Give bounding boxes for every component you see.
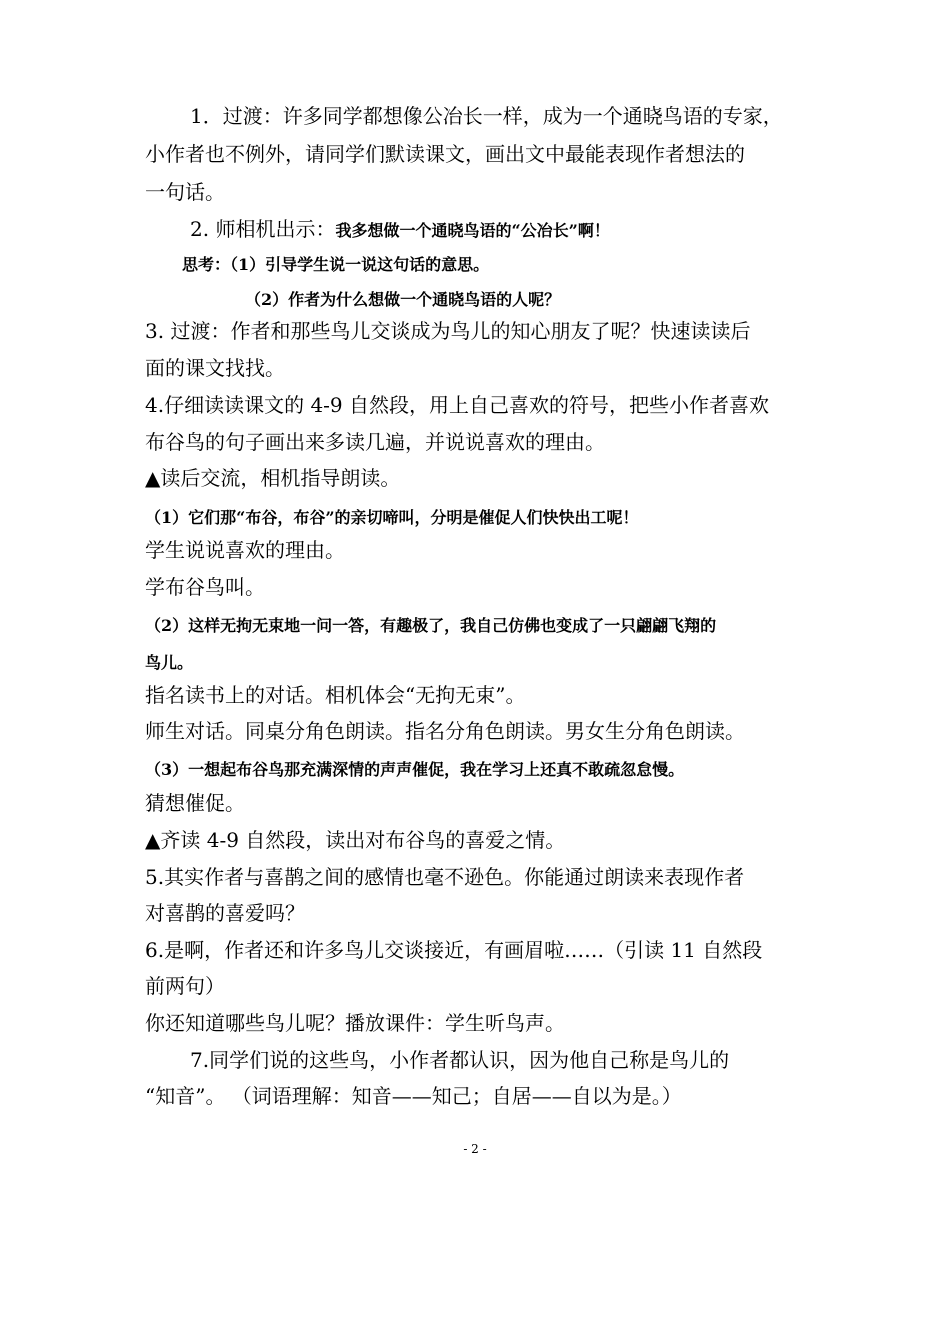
- para2-quote: 我多想做一个通晓鸟语的“公冶长”啊！: [335, 221, 610, 240]
- read-all-note: ▲齐读 4-9 自然段，读出对布谷鸟的喜爱之情。: [145, 828, 566, 852]
- exchange-note: ▲读后交流，相机指导朗读。: [145, 466, 401, 490]
- sentence1-note2: 学布谷鸟叫。: [145, 575, 265, 599]
- para1-line2: 小作者也不例外，请同学们默读课文，画出文中最能表现作者想法的: [145, 142, 745, 166]
- para3-line1: 3. 过渡：作者和那些鸟儿交谈成为鸟儿的知心朋友了呢？快速读读后: [145, 319, 751, 343]
- sentence1-quote: （1）它们那“布谷，布谷”的亲切啼叫，分明是催促人们快快出工呢！: [145, 508, 639, 527]
- page-number: - 2 -: [463, 1142, 487, 1156]
- para5-line1: 5.其实作者与喜鹊之间的感情也毫不逊色。你能通过朗读来表现作者: [145, 865, 745, 889]
- para4-line1: 4.仔细读读课文的 4-9 自然段，用上自己喜欢的符号，把些小作者喜欢: [145, 393, 770, 417]
- think-q1: 思考：（1）引导学生说一说这句话的意思。: [182, 255, 490, 274]
- sentence2-note1: 指名读书上的对话。相机体会“无拘无束”。: [145, 683, 526, 707]
- sentence1-note1: 学生说说喜欢的理由。: [145, 538, 345, 562]
- think-q2: （2）作者为什么想做一个通晓鸟语的人呢？: [245, 290, 561, 309]
- para2: [190, 216, 610, 244]
- sentence2-quote-line1: （2）这样无拘无束地一问一答，有趣极了，我自己仿佛也变成了一只翩翩飞翔的: [145, 616, 717, 635]
- para3-line2: 面的课文找找。: [145, 356, 285, 380]
- para6-line3: 你还知道哪些鸟儿呢？播放课件：学生听鸟声。: [145, 1011, 565, 1035]
- para6-line2: 前两句）: [145, 974, 225, 998]
- sentence3-quote: （3）一想起布谷鸟那充满深情的声声催促，我在学习上还真不敢疏忽怠慢。: [145, 760, 685, 779]
- para4-line2: 布谷鸟的句子画出来多读几遍，并说说喜欢的理由。: [145, 430, 605, 454]
- para5-line2: 对喜鹊的喜爱吗？: [145, 901, 305, 925]
- sentence3-note1: 猜想催促。: [145, 791, 245, 815]
- para2-prefix: 2. 师相机出示：: [190, 217, 336, 241]
- para7-line2: “知音”。 （词语理解：知音——知己；自居——自以为是。）: [145, 1084, 682, 1108]
- para6-line1: 6.是啊，作者还和许多鸟儿交谈接近，有画眉啦……（引读 11 自然段: [145, 938, 763, 962]
- para1-line3: 一句话。: [145, 180, 225, 204]
- sentence2-note2: 师生对话。同桌分角色朗读。指名分角色朗读。男女生分角色朗读。: [145, 719, 745, 743]
- para1-line1: 1．过渡：许多同学都想像公冶长一样，成为一个通晓鸟语的专家，: [190, 104, 783, 128]
- sentence2-quote-line2: 鸟儿。: [145, 653, 194, 672]
- para7-line1: 7.同学们说的这些鸟，小作者都认识，因为他自己称是鸟儿的: [190, 1048, 730, 1072]
